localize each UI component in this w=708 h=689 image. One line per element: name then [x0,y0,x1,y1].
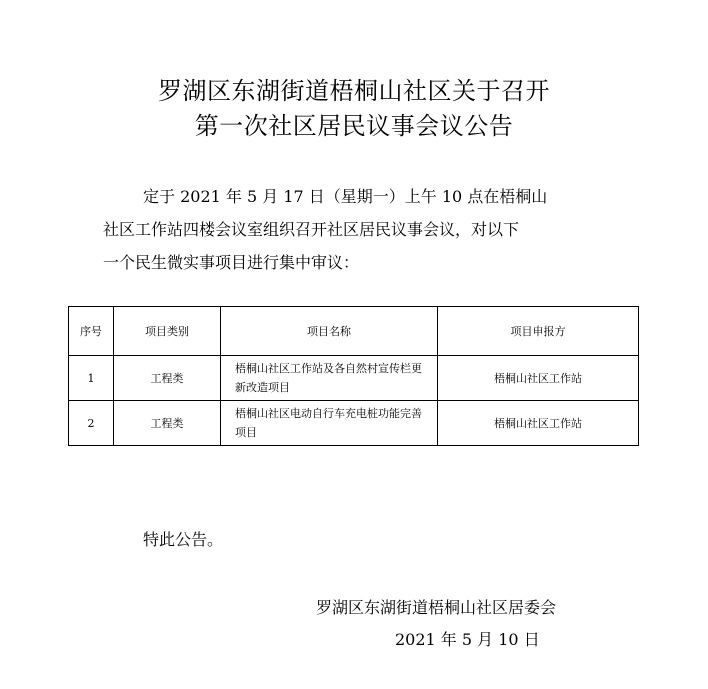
project-table [68,306,639,446]
row-applicant: 梧桐山社区工作站 [438,401,639,446]
body-line-1: 定于 2021 年 5 月 17 日（星期一）上午 10 点在梧桐山 [143,187,548,206]
signer-name: 罗湖区东湖街道梧桐山社区居委会 [316,598,557,617]
document-title-line-2: 第一次社区居民议事会议公告 [194,112,514,140]
header-applicant: 项目申报方 [438,307,639,356]
body-line-2: 社区工作站四楼会议室组织召开社区居民议事会议，对以下 [103,220,520,239]
row-no: 1 [69,356,114,401]
row-category: 工程类 [114,356,221,401]
signing-date: 2021 年 5 月 10 日 [395,630,540,649]
row-no: 2 [69,401,114,446]
body-line-3: 一个民生微实事项目进行集中审议： [103,253,360,272]
table-row [69,356,639,401]
closing-statement: 特此公告。 [143,530,224,549]
body-paragraph [103,180,618,279]
table-header-row [69,307,639,356]
header-category: 项目类别 [114,307,221,356]
row-project-name: 梧桐山社区工作站及各自然村宣传栏更新改造项目 [221,356,438,401]
row-category: 工程类 [114,401,221,446]
row-applicant: 梧桐山社区工作站 [438,356,639,401]
header-no: 序号 [69,307,114,356]
row-project-name: 梧桐山社区电动自行车充电桩功能完善项目 [221,401,438,446]
header-project-name: 项目名称 [221,307,438,356]
table-row [69,401,639,446]
document-title-line-1: 罗湖区东湖街道梧桐山社区关于召开 [158,77,550,105]
